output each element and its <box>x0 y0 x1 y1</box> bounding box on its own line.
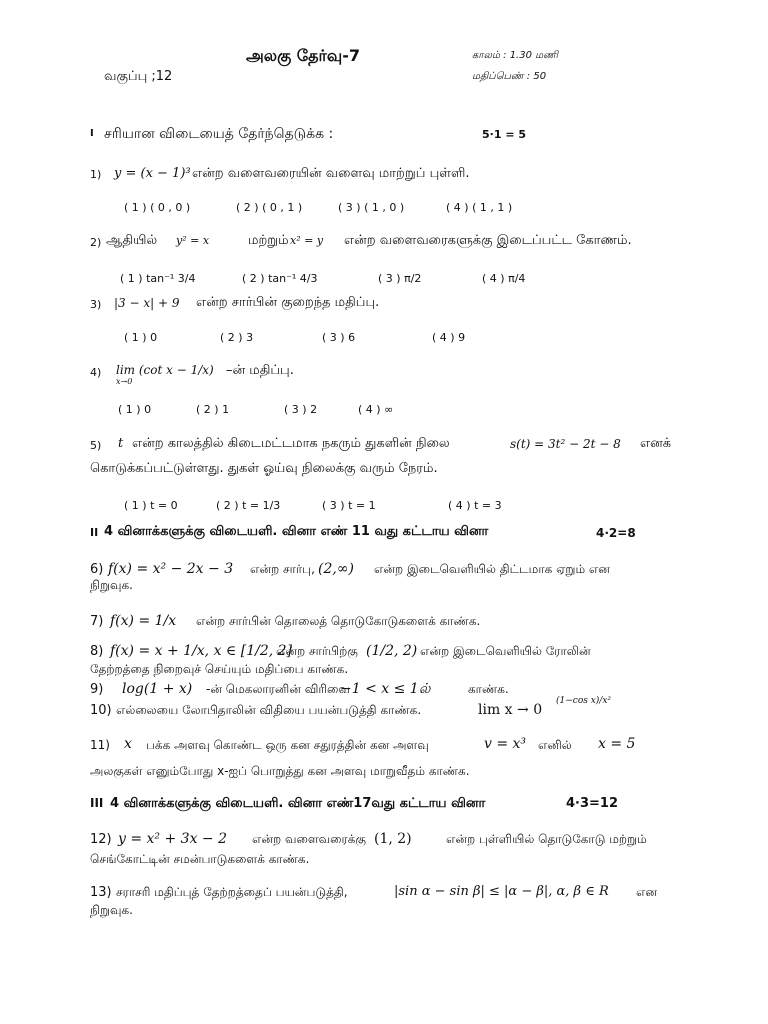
q4-option-1: ( 1 ) 0 <box>118 403 152 416</box>
q1-text: என்ற வளைவரையின் வளைவு மாற்றுப் புள்ளி. <box>192 166 470 181</box>
q8-math1: f(x) = x + 1/x, x ∈ [1/2, 2] <box>110 643 292 659</box>
section2-roman: II <box>90 526 99 539</box>
q5-number: 5) <box>90 439 102 452</box>
q4-math: lim (cot x − 1/x) <box>116 363 214 377</box>
q4-option-4: ( 4 ) ∞ <box>358 403 394 416</box>
q1-math: y = (x − 1)³ <box>114 166 191 181</box>
q13-number: 13) <box>90 885 112 900</box>
q3-option-3: ( 3 ) 6 <box>322 331 356 344</box>
q5-line2: கொடுக்கப்பட்டுள்ளது. துகள் ஓய்வு நிலைக்கு வரும் நேரம். <box>90 461 438 476</box>
q12-math1: y = x² + 3x − 2 <box>118 831 228 847</box>
q5-math2: s(t) = 3t² − 2t − 8 <box>510 437 621 451</box>
q3-option-1: ( 1 ) 0 <box>124 331 158 344</box>
q11-t1: பக்க அளவு கொண்ட ஒரு கன சதுரத்தின் கன அளவு <box>146 738 429 752</box>
q3-option-2: ( 2 ) 3 <box>220 331 254 344</box>
q6-t2: என்ற இடைவெளியில் திட்டமாக ஏறும் என <box>374 562 610 576</box>
q5-text1: என்ற காலத்தில் கிடைமட்டமாக நகரும் துகளின் நிலை <box>132 436 450 451</box>
q2-pre: ஆதியில் <box>106 233 158 248</box>
q10-fraction: (1−cos x)/x² <box>556 696 612 706</box>
section1-marks: 5∙1 = 5 <box>482 128 527 141</box>
q5-math1: t <box>118 436 124 451</box>
q5-option-2: ( 2 ) t = 1/3 <box>216 499 281 512</box>
q2-option-3: ( 3 ) π/2 <box>378 272 422 285</box>
exam-duration: காலம் : 1.30 மணி <box>472 50 559 61</box>
section3-heading: 4 வினாக்களுக்கு விடையளி. வினா எண்17வது கட்டாய வினா <box>110 796 486 811</box>
q12-line2: செங்கோட்டின் சமன்பாடுகளைக் காண்க. <box>90 852 310 866</box>
q5-option-4: ( 4 ) t = 3 <box>448 499 502 512</box>
q13-math: |sin α − sin β| ≤ |α − β|, α, β ∈ R <box>394 884 609 899</box>
q4-option-3: ( 3 ) 2 <box>284 403 318 416</box>
section1-roman: I <box>90 128 94 139</box>
q4-option-2: ( 2 ) 1 <box>196 403 230 416</box>
q11-math2: v = x³ <box>484 736 527 752</box>
q1-option-1: ( 1 ) ( 0 , 0 ) <box>124 201 191 214</box>
q12-math2: (1, 2) <box>374 831 412 847</box>
q5-option-1: ( 1 ) t = 0 <box>124 499 178 512</box>
q6-t1: என்ற சார்பு, <box>250 562 315 576</box>
q12-t2: என்ற புள்ளியில் தொடுகோடு மற்றும் <box>446 832 647 846</box>
q7-number: 7) <box>90 614 104 629</box>
section3-roman: III <box>90 796 104 810</box>
q10-text: எல்லையை லோபிதாலின் விதியை பயன்படுத்தி காண்க. <box>116 703 422 717</box>
q3-option-4: ( 4 ) 9 <box>432 331 466 344</box>
q6-math2: (2,∞) <box>318 561 354 577</box>
q3-number: 3) <box>90 298 102 311</box>
q10-limit: lim x → 0 <box>478 702 543 718</box>
q2-option-2: ( 2 ) tan⁻¹ 4/3 <box>242 272 318 285</box>
q2-number: 2) <box>90 236 102 249</box>
q8-math2: (1/2, 2) <box>366 643 418 659</box>
q11-number: 11) <box>90 738 110 752</box>
q8-line2: தேற்றத்தை நிறைவுச் செய்யும் மதிப்பை காண்க. <box>90 662 349 676</box>
q2-option-4: ( 4 ) π/4 <box>482 272 526 285</box>
q1-number: 1) <box>90 168 102 181</box>
q6-math1: f(x) = x² − 2x − 3 <box>108 561 234 577</box>
total-marks: மதிப்பெண் : 50 <box>472 71 547 82</box>
q9-number: 9) <box>90 682 104 697</box>
q12-number: 12) <box>90 832 112 847</box>
q2-mid: மற்றும் <box>248 233 289 248</box>
q11-t2: எனில் <box>538 738 572 752</box>
q2-math2: x² = y <box>290 234 324 247</box>
q5-text2: எனக் <box>640 436 672 451</box>
q4-limit-subscript: x→0 <box>116 377 133 386</box>
q13-t2: என <box>636 885 657 899</box>
q11-math3: x = 5 <box>598 736 636 752</box>
q12-t1: என்ற வளைவரைக்கு <box>252 832 366 846</box>
q8-t1: என்ற சார்பிற்கு <box>276 644 358 658</box>
q4-number: 4) <box>90 366 102 379</box>
q11-math1: x <box>124 736 132 752</box>
q1-option-4: ( 4 ) ( 1 , 1 ) <box>446 201 513 214</box>
q4-text: –ன் மதிப்பு. <box>226 363 294 378</box>
q2-option-1: ( 1 ) tan⁻¹ 3/4 <box>120 272 196 285</box>
q2-text: என்ற வளைவரைகளுக்கு இடைப்பட்ட கோணம். <box>344 233 632 248</box>
q10-number: 10) <box>90 703 112 718</box>
q13-line2: நிறுவுக. <box>90 903 133 917</box>
q6-line2: நிறுவுக. <box>90 578 133 592</box>
section2-marks: 4∙2=8 <box>596 526 636 540</box>
q2-math1: y² = x <box>176 234 210 247</box>
q11-line2: அலகுகள் எனும்போது x-ஐப் பொறுத்து கன அளவு மாறுவீதம் காண்க. <box>90 764 470 778</box>
q7-text: என்ற சார்பின் தொலைத் தொடுகோடுகளைக் காண்க. <box>196 614 481 628</box>
class-label: வகுப்பு ;12 <box>104 69 173 84</box>
q3-math: |3 − x| + 9 <box>114 296 180 310</box>
section1-heading: சரியான விடையைத் தேர்ந்தெடுக்க : <box>104 126 334 142</box>
q6-number: 6) <box>90 562 104 577</box>
q9-math2: −1 < x ≤ 1ல் <box>340 681 431 697</box>
q1-option-3: ( 3 ) ( 1 , 0 ) <box>338 201 405 214</box>
q5-option-3: ( 3 ) t = 1 <box>322 499 376 512</box>
q13-text: சராசரி மதிப்புத் தேற்றத்தைப் பயன்படுத்தி, <box>116 885 348 899</box>
q7-math: f(x) = 1/x <box>110 613 177 629</box>
q9-math1: log(1 + x) <box>122 681 193 697</box>
q1-option-2: ( 2 ) ( 0 , 1 ) <box>236 201 303 214</box>
q3-text: என்ற சார்பின் குறைந்த மதிப்பு. <box>196 295 380 310</box>
q9-t2: காண்க. <box>468 682 509 696</box>
q8-t2: என்ற இடைவெளியில் ரோலின் <box>420 644 591 658</box>
page-title: அலகு தேர்வு-7 <box>246 46 360 65</box>
q8-number: 8) <box>90 644 104 659</box>
section3-marks: 4∙3=12 <box>566 796 619 811</box>
section2-heading: 4 வினாக்களுக்கு விடையளி. வினா எண் 11 வது கட்டாய வினா <box>104 524 489 539</box>
q9-t1: -ன் மெகலாரனின் விரிவை <box>206 682 350 696</box>
